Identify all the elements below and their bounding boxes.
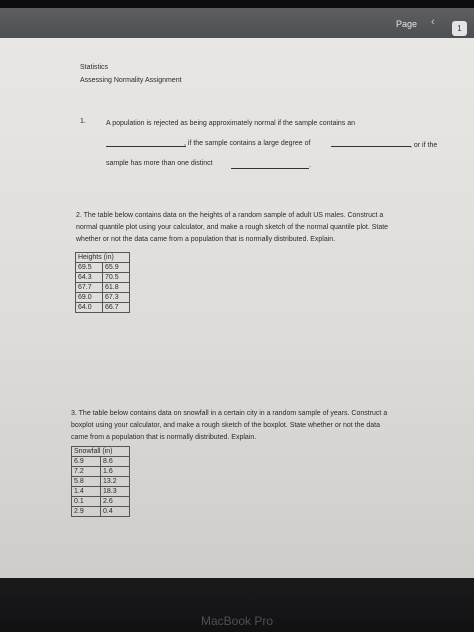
q3-line2: boxplot using your calculator, and make a rough sketch of the boxplot. State whether or not the data xyxy=(71,422,380,429)
table-row: 7.2 1.6 xyxy=(72,467,130,477)
q1-line1: A population is rejected as being approximately normal if the sample contains an xyxy=(106,120,356,127)
heights-table xyxy=(75,252,130,313)
table-row: 2.9 0.4 xyxy=(72,507,130,517)
heights-table-header: Heights (in) xyxy=(76,253,130,263)
q1-line2a: , if the sample contains a large degree of xyxy=(184,140,311,147)
q1-line3-end: . xyxy=(309,162,311,169)
q1-number: 1. xyxy=(80,118,86,125)
table-row: 0.1 2.6 xyxy=(72,497,130,507)
q2-line1: 2. The table below contains data on the heights of a random sample of adult US males. Construct a xyxy=(76,212,384,219)
chevron-left-icon[interactable]: ‹ xyxy=(431,16,435,28)
course-title: Statistics xyxy=(80,64,109,71)
q1-blank-1 xyxy=(106,146,186,147)
assignment-title: Assessing Normality Assignment xyxy=(80,77,182,84)
table-row: 6.9 8.6 xyxy=(72,457,130,467)
table-row: 1.4 18.3 xyxy=(72,487,130,497)
snowfall-table-header: Snowfall (in) xyxy=(72,447,130,457)
q2-line2: normal quantile plot using your calculator, and make a rough sketch of the normal quantile plot. State xyxy=(76,224,389,231)
q2-line3: whether or not the data came from a population that is normally distributed. Explain. xyxy=(76,236,336,243)
q1-blank-3 xyxy=(231,168,309,169)
bezel-brand-text: MacBook Pro xyxy=(200,614,274,628)
table-row: 64.3 70.5 xyxy=(76,273,130,283)
page-number-badge[interactable]: 1 xyxy=(452,21,467,36)
q3-line1: 3. The table below contains data on snowfall in a certain city in a random sample of years. Construct a xyxy=(71,410,388,417)
table-row: 69.5 65.9 xyxy=(76,263,130,273)
snowfall-table xyxy=(71,446,130,517)
q3-line3: came from a population that is normally distributed. Explain. xyxy=(71,434,257,441)
table-row: 69.0 67.3 xyxy=(76,293,130,303)
table-row: 64.0 66.7 xyxy=(76,303,130,313)
q1-blank-2 xyxy=(331,146,411,147)
q1-line2b: , or if the xyxy=(410,142,438,149)
table-row: 5.8 13.2 xyxy=(72,477,130,487)
page-label: Page xyxy=(396,19,418,29)
table-row: 67.7 61.8 xyxy=(76,283,130,293)
q1-line3: sample has more than one distinct xyxy=(106,160,213,167)
